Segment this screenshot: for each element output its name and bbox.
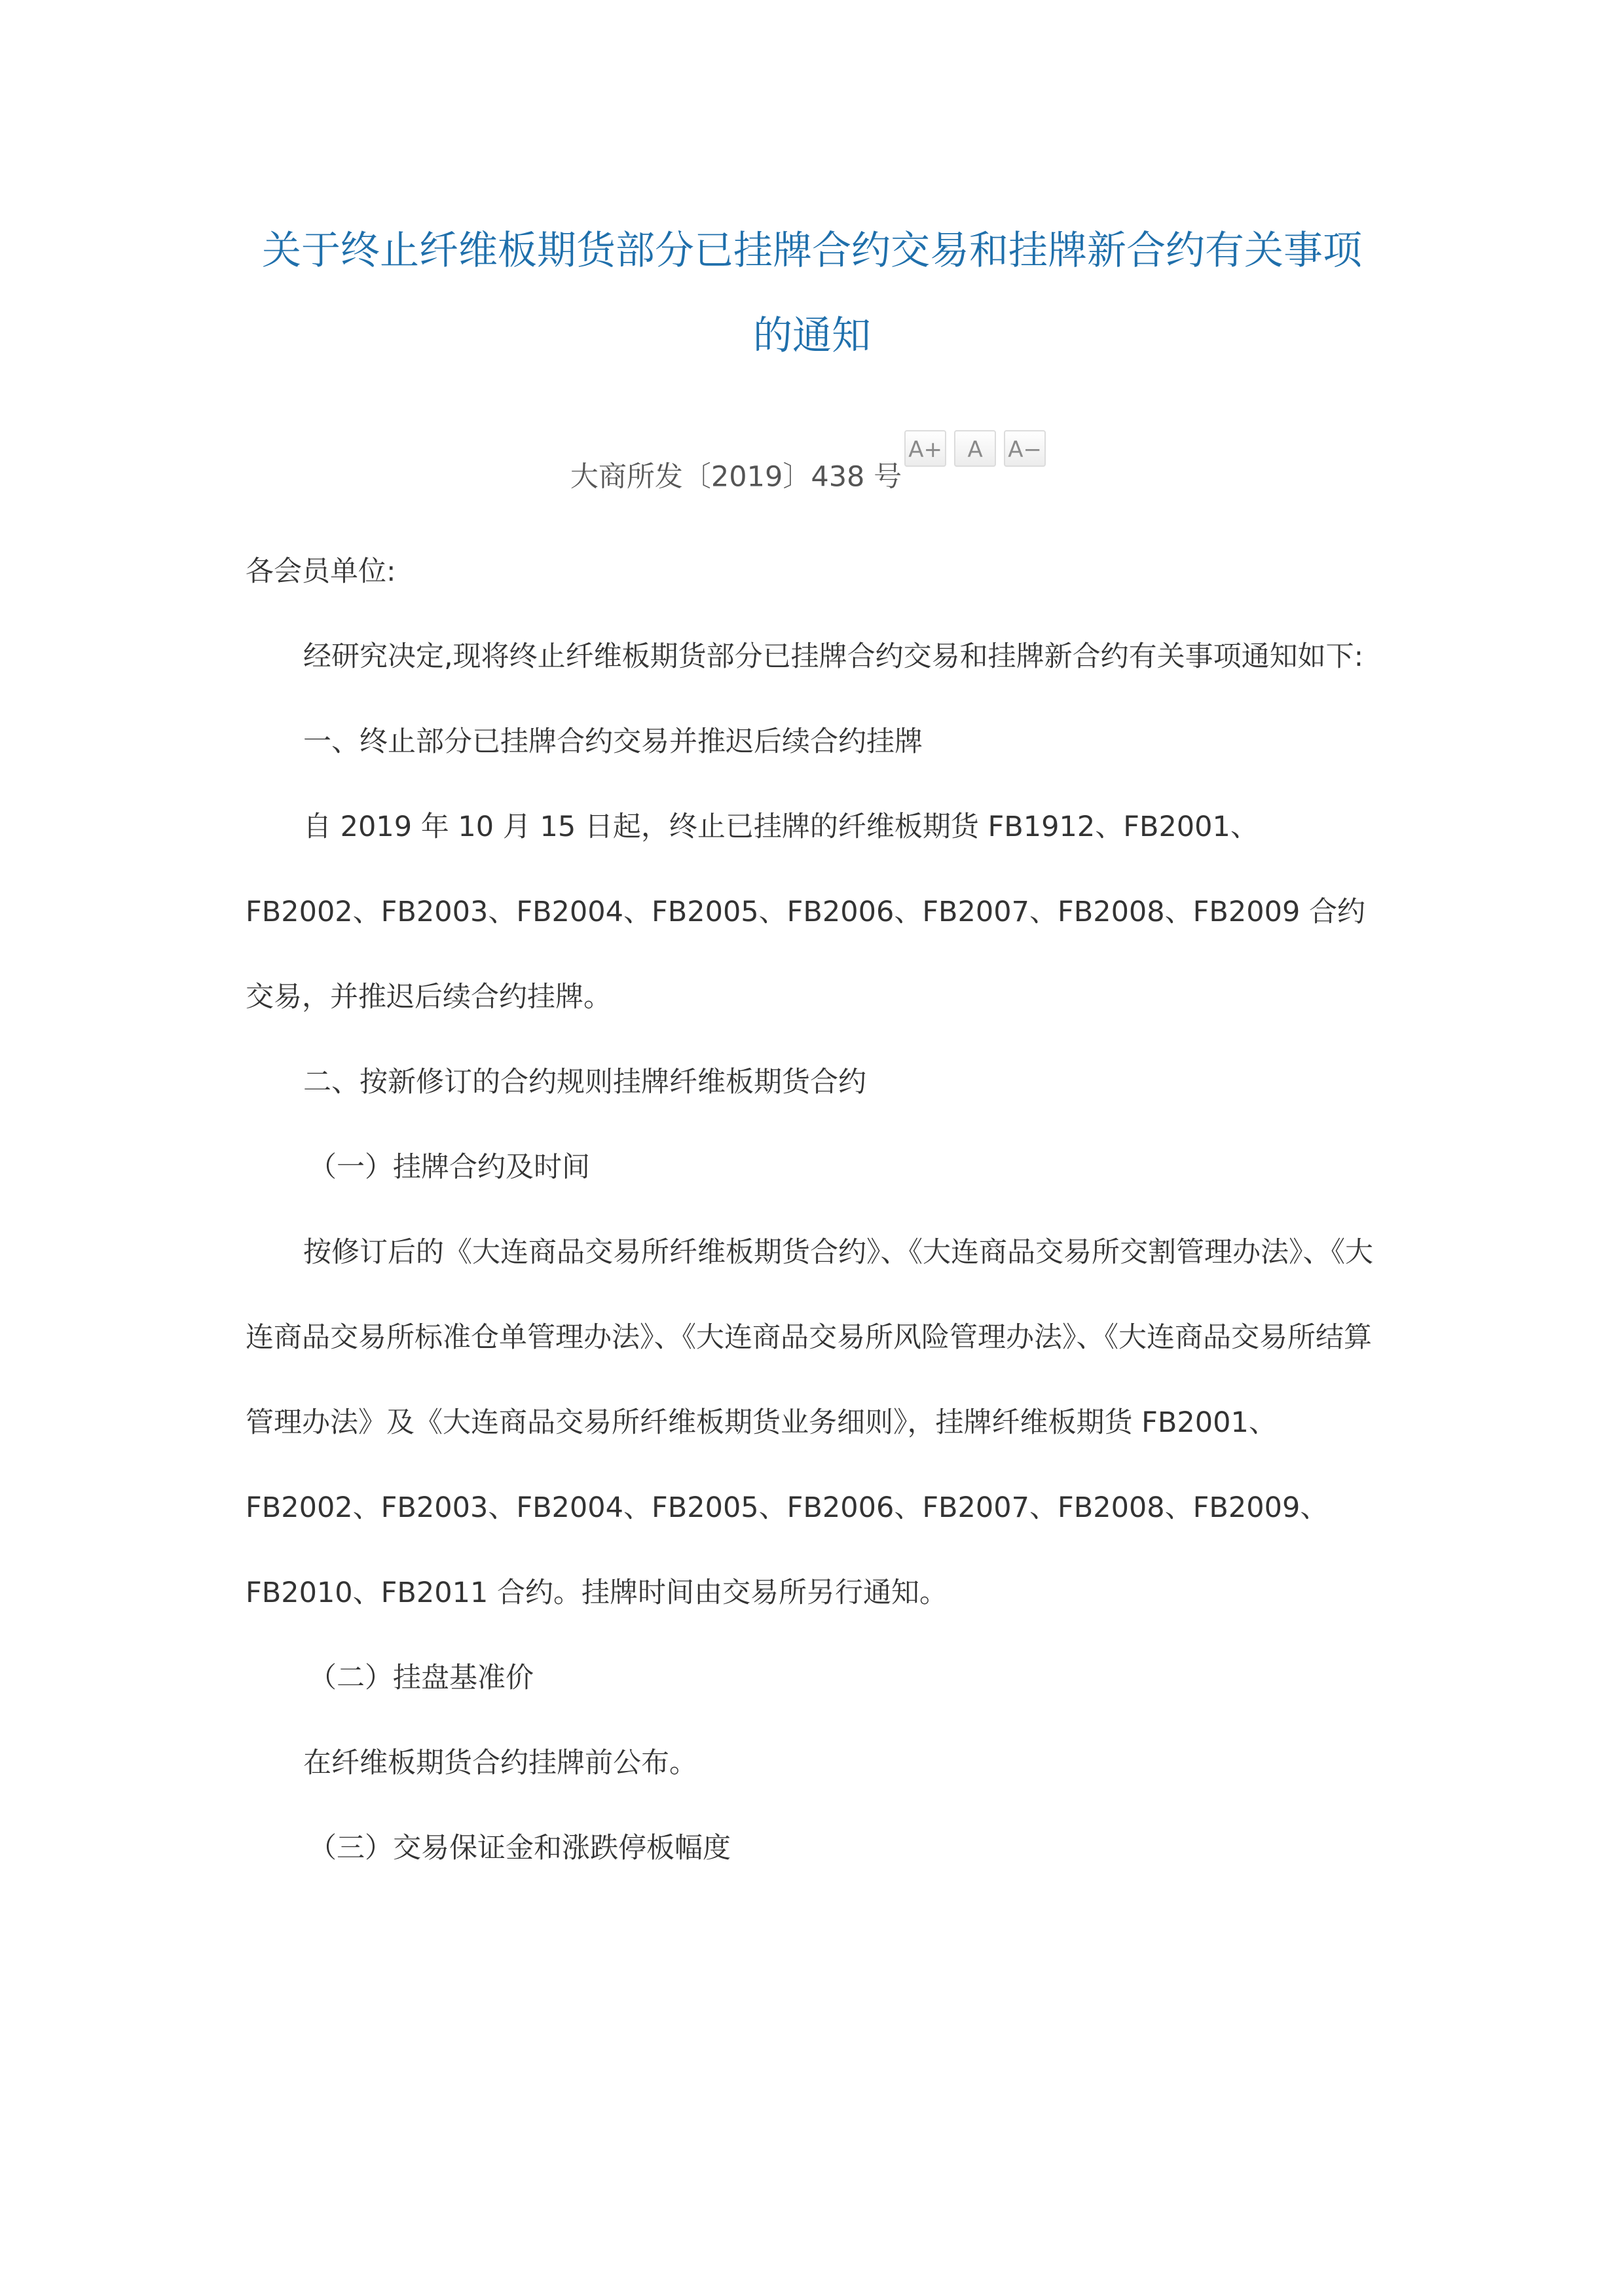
notice-body [246, 529, 1382, 1891]
intro-paragraph: 经研究决定,现将终止纤维板期货部分已挂牌合约交易和挂牌新合约有关事项通知如下: [303, 640, 1364, 673]
font-normal-button[interactable]: A [954, 430, 996, 467]
subsection-1-heading: （一）挂牌合约及时间 [308, 1151, 590, 1184]
subsection-2-body: 在纤维板期货合约挂牌前公布。 [303, 1747, 697, 1779]
doc-number-row [0, 436, 1624, 510]
section-1-body: 自 2019 年 10 月 15 日起，终止已挂牌的纤维板期货 FB1912、FB2001、FB2002、FB2003、FB2004、FB2005、FB2006、FB2007、FB2008、FB2009 合约交易，并推迟后续合约挂牌。 [246, 811, 1365, 1013]
subsection-2-heading: （二）挂盘基准价 [308, 1662, 534, 1694]
font-increase-button[interactable]: A+ [904, 430, 946, 467]
doc-number: 大商所发〔2019〕438 号 [570, 460, 902, 494]
salutation: 各会员单位: [246, 555, 396, 588]
section-1-heading: 一、终止部分已挂牌合约交易并推迟后续合约挂牌 [303, 725, 923, 758]
font-size-controls [904, 436, 1054, 510]
font-decrease-button[interactable]: A− [1004, 430, 1046, 467]
subsection-3-heading: （三）交易保证金和涨跌停板幅度 [308, 1832, 731, 1865]
subsection-1-body: 按修订后的《大连商品交易所纤维板期货合约》、《大连商品交易所交割管理办法》、《大连商品交易所标准仓单管理办法》、《大连商品交易所风险管理办法》、《大连商品交易所结算管理办法》及《大连商品交易所纤维板期货业务细则》，挂牌纤维板期货 FB2001、FB2002、FB2003、FB2004、FB2005、FB2006、FB2007、FB2008、FB2009、FB2010、FB2011 合约。挂牌时间由交易所另行通知。 [246, 1236, 1373, 1609]
notice-title: 关于终止纤维板期货部分已挂牌合约交易和挂牌新合约有关事项的通知 [262, 228, 1362, 359]
section-2-heading: 二、按新修订的合约规则挂牌纤维板期货合约 [303, 1066, 866, 1099]
